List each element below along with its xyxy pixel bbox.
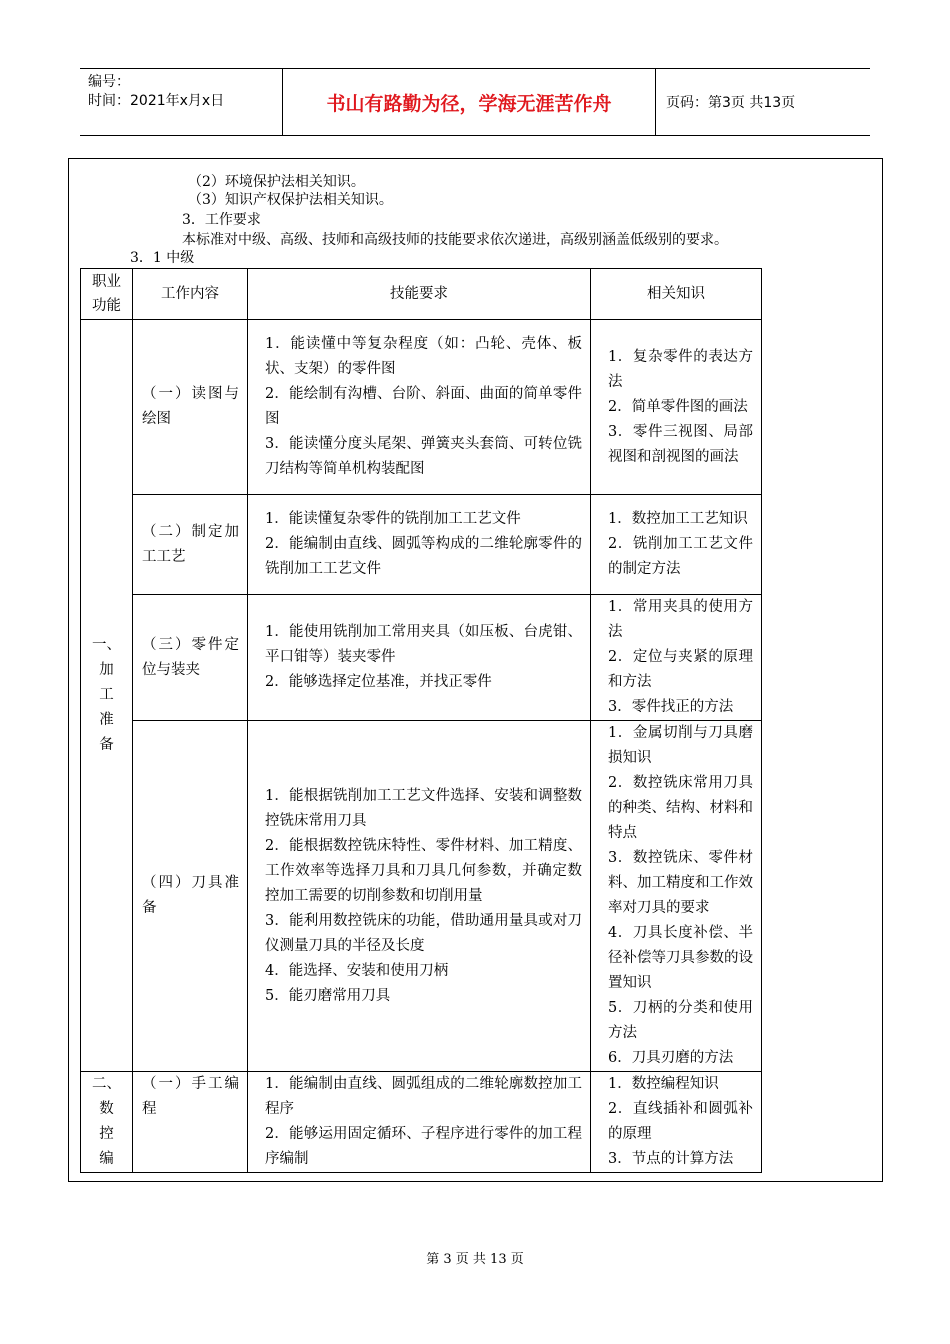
work-cell: （一）手工编程 (133, 1072, 248, 1173)
knowledge-item: 1．金属切削与刀具磨损知识 (608, 725, 753, 766)
work-cell: （一）读图与绘图 (133, 320, 248, 495)
header-func-line: 功能 (92, 298, 121, 314)
func-char: 备 (99, 737, 114, 753)
work-cell: （二）制定加工工艺 (133, 495, 248, 595)
table-row (81, 320, 762, 495)
skill-item: 5．能刃磨常用刀具 (265, 987, 391, 1004)
knowledge-item: 1．复杂零件的表达方法 (608, 348, 753, 390)
table-row (81, 495, 762, 595)
knowledge-item: 4．刀具长度补偿、半径补偿等刀具参数的设置知识 (608, 925, 753, 991)
table-row (81, 595, 762, 721)
knowledge-item: 3．零件三视图、局部视图和剖视图的画法 (608, 423, 753, 465)
skill-item: 4．能选择、安装和使用刀柄 (265, 962, 449, 979)
number-label: 编号： (88, 74, 130, 90)
skill-item: 3．能读懂分度头尾架、弹簧夹头套筒、可转位铣刀结构等简单机构装配图 (265, 436, 582, 477)
header-func (81, 269, 133, 320)
knowledge-cell (591, 495, 762, 595)
skill-item: 3．能利用数控铣床的功能，借助通用量具或对刀仪测量刀具的半径及长度 (265, 912, 582, 954)
skill-item: 1．能使用铣削加工常用夹具（如压板、台虎钳、平口钳等）装夹零件 (265, 624, 582, 665)
skill-cell (248, 320, 591, 495)
knowledge-item: 3．数控铣床、零件材料、加工精度和工作效率对刀具的要求 (608, 850, 753, 916)
knowledge-item: 2．铣削加工工艺文件的制定方法 (608, 536, 753, 577)
table-row (81, 1072, 762, 1173)
skill-item: 2．能绘制有沟槽、台阶、斜面、曲面的简单零件图 (265, 386, 582, 427)
page-footer: 第 3 页 共 13 页 (426, 1252, 524, 1267)
skill-item: 1．能读懂中等复杂程度（如：凸轮、壳体、板状、支架）的零件图 (265, 336, 582, 377)
header-motto: 书山有路勤为径，学海无涯苦作舟 (283, 69, 656, 135)
work-cell: （三）零件定位与装夹 (133, 595, 248, 721)
knowledge-item: 2．直线插补和圆弧补的原理 (608, 1101, 753, 1142)
header-work: 工作内容 (133, 269, 248, 320)
header-meta (80, 69, 283, 135)
func-char: 编 (99, 1151, 114, 1167)
skill-item: 1．能读懂复杂零件的铣削加工工艺文件 (265, 511, 521, 527)
func-cell-prep (81, 320, 133, 1072)
knowledge-item: 2．简单零件图的画法 (608, 398, 748, 415)
knowledge-cell (591, 1072, 762, 1173)
intro-line-1: （2）环境保护法相关知识。 (188, 174, 365, 190)
knowledge-item: 5．刀柄的分类和使用方法 (608, 1000, 753, 1041)
func-char: 控 (99, 1126, 114, 1142)
work-cell: （四）刀具准备 (133, 721, 248, 1072)
subsection-heading: 3．1 中级 (130, 250, 195, 266)
knowledge-cell (591, 721, 762, 1072)
intro-line-2: （3）知识产权保护法相关知识。 (188, 192, 393, 208)
skill-cell (248, 721, 591, 1072)
time-label: 时间：2021年x月x日 (88, 93, 225, 109)
page-header (80, 68, 870, 136)
skill-item: 2．能够选择定位基准，并找正零件 (265, 674, 492, 690)
knowledge-item: 1．数控编程知识 (608, 1076, 719, 1092)
knowledge-cell (591, 595, 762, 721)
knowledge-item: 2．定位与夹紧的原理和方法 (608, 649, 753, 690)
skill-item: 2．能够运用固定循环、子程序进行零件的加工程序编制 (265, 1126, 582, 1167)
skill-cell (248, 495, 591, 595)
intro-paragraph: 本标准对中级、高级、技师和高级技师的技能要求依次递进，高级别涵盖低级别的要求。 (182, 232, 728, 248)
func-char: 加 (99, 662, 114, 678)
knowledge-item: 1．常用夹具的使用方法 (608, 599, 753, 640)
func-char: 准 (99, 712, 114, 728)
header-skill: 技能要求 (248, 269, 591, 320)
skill-cell (248, 1072, 591, 1173)
header-func-line: 职业 (92, 274, 121, 290)
table-row (81, 721, 762, 1072)
header-knowledge: 相关知识 (591, 269, 762, 320)
knowledge-item: 3．零件找正的方法 (608, 699, 734, 715)
section-heading: 3．工作要求 (182, 212, 261, 228)
func-char: 数 (99, 1101, 114, 1117)
knowledge-cell (591, 320, 762, 495)
skill-item: 2．能编制由直线、圆弧等构成的二维轮廓零件的铣削加工工艺文件 (265, 536, 582, 577)
func-char: 一、 (92, 637, 121, 653)
requirements-table (80, 268, 762, 1173)
knowledge-item: 2．数控铣床常用刀具的种类、结构、材料和特点 (608, 775, 753, 841)
knowledge-item: 3．节点的计算方法 (608, 1151, 734, 1167)
table-header-row (81, 269, 762, 320)
skill-cell (248, 595, 591, 721)
skill-item: 1．能根据铣削加工工艺文件选择、安装和调整数控铣床常用刀具 (265, 787, 582, 829)
knowledge-item: 1．数控加工工艺知识 (608, 511, 748, 527)
skill-item: 1．能编制由直线、圆弧组成的二维轮廓数控加工程序 (265, 1076, 582, 1117)
func-char: 二、 (92, 1076, 121, 1092)
func-cell-programming (81, 1072, 133, 1173)
header-page-label: 页码：第3页 共13页 (666, 95, 796, 111)
func-char: 工 (99, 687, 114, 703)
skill-item: 2．能根据数控铣床特性、零件材料、加工精度、工作效率等选择刀具和刀具几何参数，并确定数控加工需要的切削参数和切削用量 (265, 837, 582, 904)
knowledge-item: 6．刀具刃磨的方法 (608, 1050, 734, 1066)
